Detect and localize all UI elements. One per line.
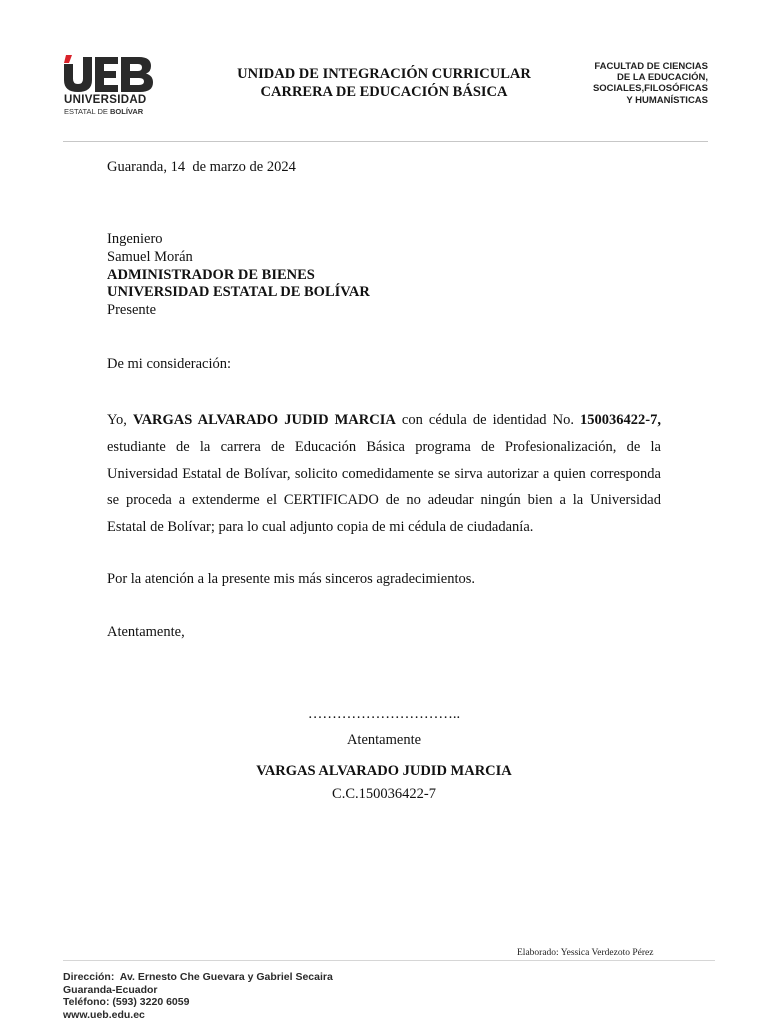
recipient-position: ADMINISTRADOR DE BIENES: [107, 266, 315, 283]
id-number: 150036422-7,: [580, 412, 661, 428]
recipient-title: Ingeniero: [107, 231, 163, 247]
signature-line: …………………………..: [307, 706, 461, 722]
footer-divider: [63, 960, 715, 961]
header-divider: [63, 141, 708, 142]
signature-id: C.C.150036422-7: [332, 786, 436, 802]
footer-address: Dirección: Av. Ernesto Che Guevara y Gabriel Secaira: [63, 971, 333, 983]
letter-date: Guaranda, 14 de marzo de 2024: [107, 159, 296, 175]
letter-closing: Atentamente,: [107, 624, 185, 640]
faculty-name: [548, 61, 708, 106]
footer-phone: Teléfono: (593) 3220 6059: [63, 996, 190, 1009]
letter-thanks: Por la atención a la presente mis más sinceros agradecimientos.: [107, 571, 476, 587]
footer-city: Guaranda-Ecuador: [63, 983, 158, 996]
header-line-unit: UNIDAD DE INTEGRACIÓN CURRICULAR: [237, 66, 531, 82]
header-unit-title: [200, 65, 568, 101]
student-name: VARGAS ALVARADO JUDID MARCIA: [132, 412, 396, 428]
footer-website[interactable]: www.ueb.edu.ec: [63, 1008, 145, 1021]
recipient-institution: UNIVERSIDAD ESTATAL DE BOLÍVAR: [107, 284, 370, 301]
prepared-by-note: Elaborado: Yessica Verdezoto Pérez: [517, 948, 654, 958]
recipient-block: [107, 231, 661, 320]
ueb-logo-mark: [63, 55, 155, 93]
signature-name: VARGAS ALVARADO JUDID MARCIA: [256, 763, 512, 779]
header-line-career: CARRERA DE EDUCACIÓN BÁSICA: [260, 84, 508, 100]
logo-subtitle: ESTATAL DE BOLÍVAR: [64, 107, 144, 116]
recipient-name: Samuel Morán: [107, 248, 193, 265]
faculty-line: Y HUMANÍSTICAS: [626, 94, 708, 106]
footer-contact: [63, 971, 333, 1021]
letter-greeting: De mi consideración:: [107, 356, 232, 372]
faculty-line: FACULTAD DE CIENCIAS: [594, 61, 708, 72]
recipient-presente: Presente: [107, 302, 157, 319]
faculty-line: SOCIALES,FILOSÓFICAS: [592, 83, 708, 95]
logo-university-word: UNIVERSIDAD: [64, 94, 147, 106]
faculty-line: DE LA EDUCACIÓN,: [617, 72, 708, 84]
letter-body-paragraph: Yo, VARGAS ALVARADO JUDID MARCIA con cédula de identidad No. 150036422-7, estudiante de la carrera de Educación Básica programa de Profesionalización, de la Universidad Estatal de Bolívar, solicito comedidamente se sirva autorizar a quien corresponda se proceda a extenderme el CERTIFICADO de no adeudar ningún bien a la Universidad Estatal de Bolívar; para lo cual adjunto copia de mi cédula de ciudadanía.: [107, 412, 661, 536]
signature-label: Atentamente: [346, 732, 422, 748]
